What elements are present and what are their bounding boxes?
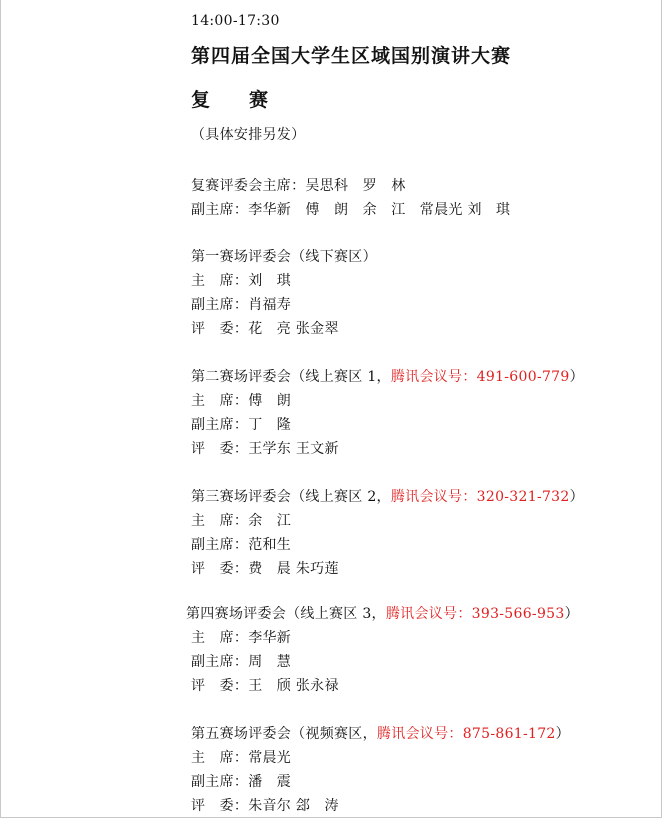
venue-5-vice-chair: 副主席：潘 震 [191, 774, 292, 790]
session-time: 14:00-17:30 [191, 13, 280, 29]
contest-title: 第四届全国大学生区域国别演讲大赛 [191, 45, 512, 67]
venue-4-heading [186, 605, 579, 623]
venue-2-judges: 评 委：王学东 王文新 [191, 441, 339, 457]
venue-5-meeting-id: 腾讯会议号：875-861-172 [376, 726, 556, 742]
venue-5-chair: 主 席：常晨光 [191, 750, 292, 766]
venue-1-judges: 评 委：花 亮 张金翠 [191, 321, 339, 337]
venue-5-judges: 评 委：朱音尔 郐 涛 [191, 798, 339, 814]
venue-3-chair: 主 席：余 江 [191, 513, 292, 529]
venue-2-meeting-id: 腾讯会议号：491-600-779 [390, 369, 570, 385]
venue-4-chair: 主 席：李华新 [191, 630, 292, 646]
venue-2-vice-chair: 副主席：丁 隆 [191, 417, 292, 433]
venue-3-vice-chair: 副主席：范和生 [191, 537, 292, 553]
venue-4-heading-text: 第四赛场评委会（线上赛区 3， [186, 606, 386, 622]
venue-2-heading-close: ） [569, 369, 584, 385]
venue-4-judges: 评 委：王 颀 张永禄 [191, 678, 339, 694]
venue-3-heading [191, 488, 584, 506]
venue-1-heading: 第一赛场评委会（线下赛区） [191, 249, 377, 265]
arrangement-note: （具体安排另发） [191, 127, 306, 143]
venue-4-vice-chair: 副主席：周 慧 [191, 654, 292, 670]
venue-2-heading-text: 第二赛场评委会（线上赛区 1， [191, 369, 391, 385]
venue-3-heading-text: 第三赛场评委会（线上赛区 2， [191, 489, 391, 505]
venue-4-heading-close: ） [564, 606, 579, 622]
venue-5-heading-text: 第五赛场评委会（视频赛区， [191, 726, 377, 742]
committee-chair: 复赛评委会主席：吴思科 罗 林 [191, 178, 406, 194]
committee-vice-chairs: 副主席：李华新 傅 朗 余 江 常晨光 刘 琪 [191, 202, 511, 218]
venue-3-heading-close: ） [569, 489, 584, 505]
venue-5-heading [191, 725, 570, 743]
venue-5-heading-close: ） [555, 726, 570, 742]
venue-3-meeting-id: 腾讯会议号：320-321-732 [390, 489, 570, 505]
venue-2-heading [191, 368, 584, 386]
venue-3-judges: 评 委：费 晨 朱巧莲 [191, 561, 339, 577]
venue-4-meeting-id: 腾讯会议号：393-566-953 [385, 606, 565, 622]
round-subtitle: 复 赛 [191, 89, 279, 111]
venue-2-chair: 主 席：傅 朗 [191, 393, 292, 409]
venue-1-chair: 主 席：刘 琪 [191, 273, 292, 289]
venue-1-vice-chair: 副主席：肖福寿 [191, 297, 292, 313]
